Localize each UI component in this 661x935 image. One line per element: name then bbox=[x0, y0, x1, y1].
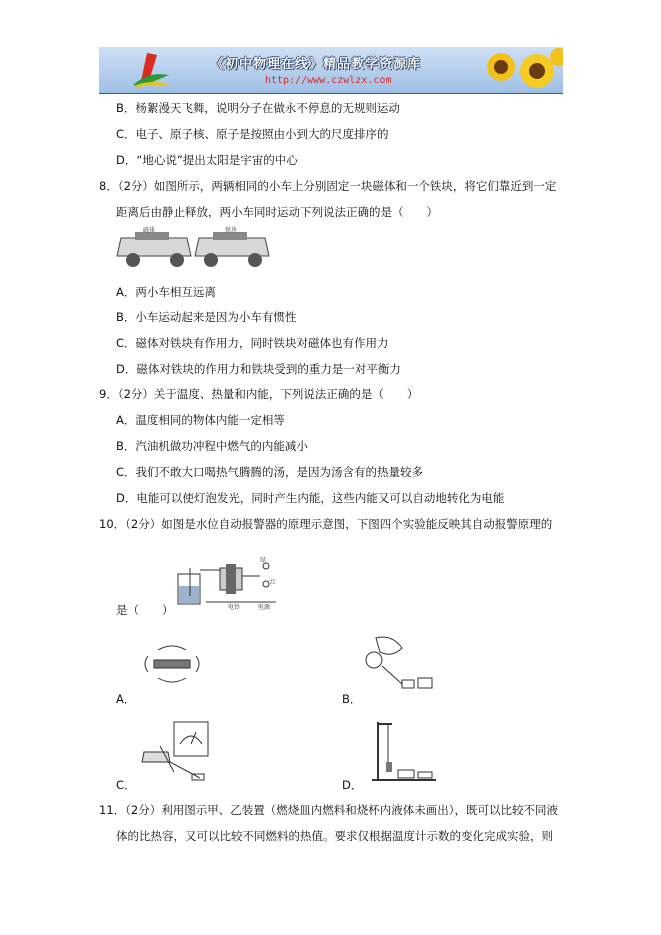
q9-option-c: C．我们不敢大口喝热气腾腾的汤，是因为汤含有的热量较多 bbox=[116, 465, 424, 479]
source-label: 电源 bbox=[258, 604, 271, 610]
q10-option-b-label: B． bbox=[342, 692, 362, 706]
q8-option-b: B．小车运动起来是因为小车有惯性 bbox=[116, 310, 297, 324]
q11-stem-line2: 体的比热容，又可以比较不同燃料的热值。要求仅根据温度计示数的变化完成实验，则 bbox=[116, 829, 553, 843]
q10-option-d-label: D． bbox=[342, 778, 363, 792]
q9-option-a: A．温度相同的物体内能一定相等 bbox=[116, 413, 285, 427]
q7-option-d: D．“地心说”提出太阳是宇宙的中心 bbox=[116, 153, 298, 167]
green-label: 绿 bbox=[260, 557, 267, 564]
q10-option-a-label: A． bbox=[116, 692, 136, 706]
banner-url: http://www.czwlzx.com bbox=[265, 75, 392, 86]
banner-title: 《初中物理在线》精品教学资源库 bbox=[211, 57, 422, 72]
header-banner bbox=[99, 47, 563, 93]
magnet-label: 磁体 bbox=[143, 227, 156, 234]
q8-option-d: D．磁体对铁块的作用力和铁块受到的重力是一对平衡力 bbox=[116, 362, 401, 376]
q9-option-b: B．汽油机做功冲程中燃气的内能减小 bbox=[116, 439, 308, 453]
q7-option-c: C．电子、原子核、原子是按照由小到大的尺度排序的 bbox=[116, 127, 389, 141]
q9-stem: 9．（2分）关于温度、热量和内能，下列说法正确的是（ ） bbox=[99, 387, 419, 401]
q10-stem-line2: 是（ ） bbox=[116, 603, 174, 617]
logo-icon bbox=[129, 51, 171, 89]
q8-stem-line1: 8．（2分）如图所示，两辆相同的小车上分别固定一块磁体和一个铁块，将它们靠近到一定 bbox=[99, 179, 557, 193]
q10-option-c-figure bbox=[140, 718, 216, 786]
q8-cars-figure bbox=[113, 226, 273, 272]
q10-option-c-label: C． bbox=[116, 778, 136, 792]
q11-stem-line1: 11．（2分）利用图示甲、乙装置（燃烧皿内燃料和烧杯内液体未画出），既可以比较不同液 bbox=[99, 803, 558, 817]
red-label: 红 bbox=[270, 579, 277, 586]
iron-label: 铁块 bbox=[225, 227, 238, 234]
q8-stem-line2: 距离后由静止释放，两小车同时运动下列说法正确的是（ ） bbox=[116, 205, 438, 219]
q10-alarm-figure bbox=[176, 556, 286, 610]
q10-option-d-figure bbox=[368, 716, 438, 786]
q8-option-c: C．磁体对铁块有作用力，同时铁块对磁体也有作用力 bbox=[116, 336, 389, 350]
q10-option-a-figure bbox=[140, 640, 206, 692]
q10-option-b-figure bbox=[362, 632, 438, 696]
sunflower-icon bbox=[479, 47, 563, 93]
q8-option-a: A．两小车相互远离 bbox=[116, 285, 216, 299]
q7-option-b: B．杨絮漫天飞舞，说明分子在做永不停息的无规则运动 bbox=[116, 101, 400, 115]
q10-stem: 10．（2分）如图是水位自动报警器的原理示意图，下图四个实验能反映其自动报警原理的 bbox=[99, 517, 553, 531]
q9-option-d: D．电能可以使灯泡发光，同时产生内能，这些内能又可以自动地转化为电能 bbox=[116, 491, 505, 505]
bell-label: 电铃 bbox=[228, 604, 241, 610]
header-rule bbox=[99, 93, 563, 94]
